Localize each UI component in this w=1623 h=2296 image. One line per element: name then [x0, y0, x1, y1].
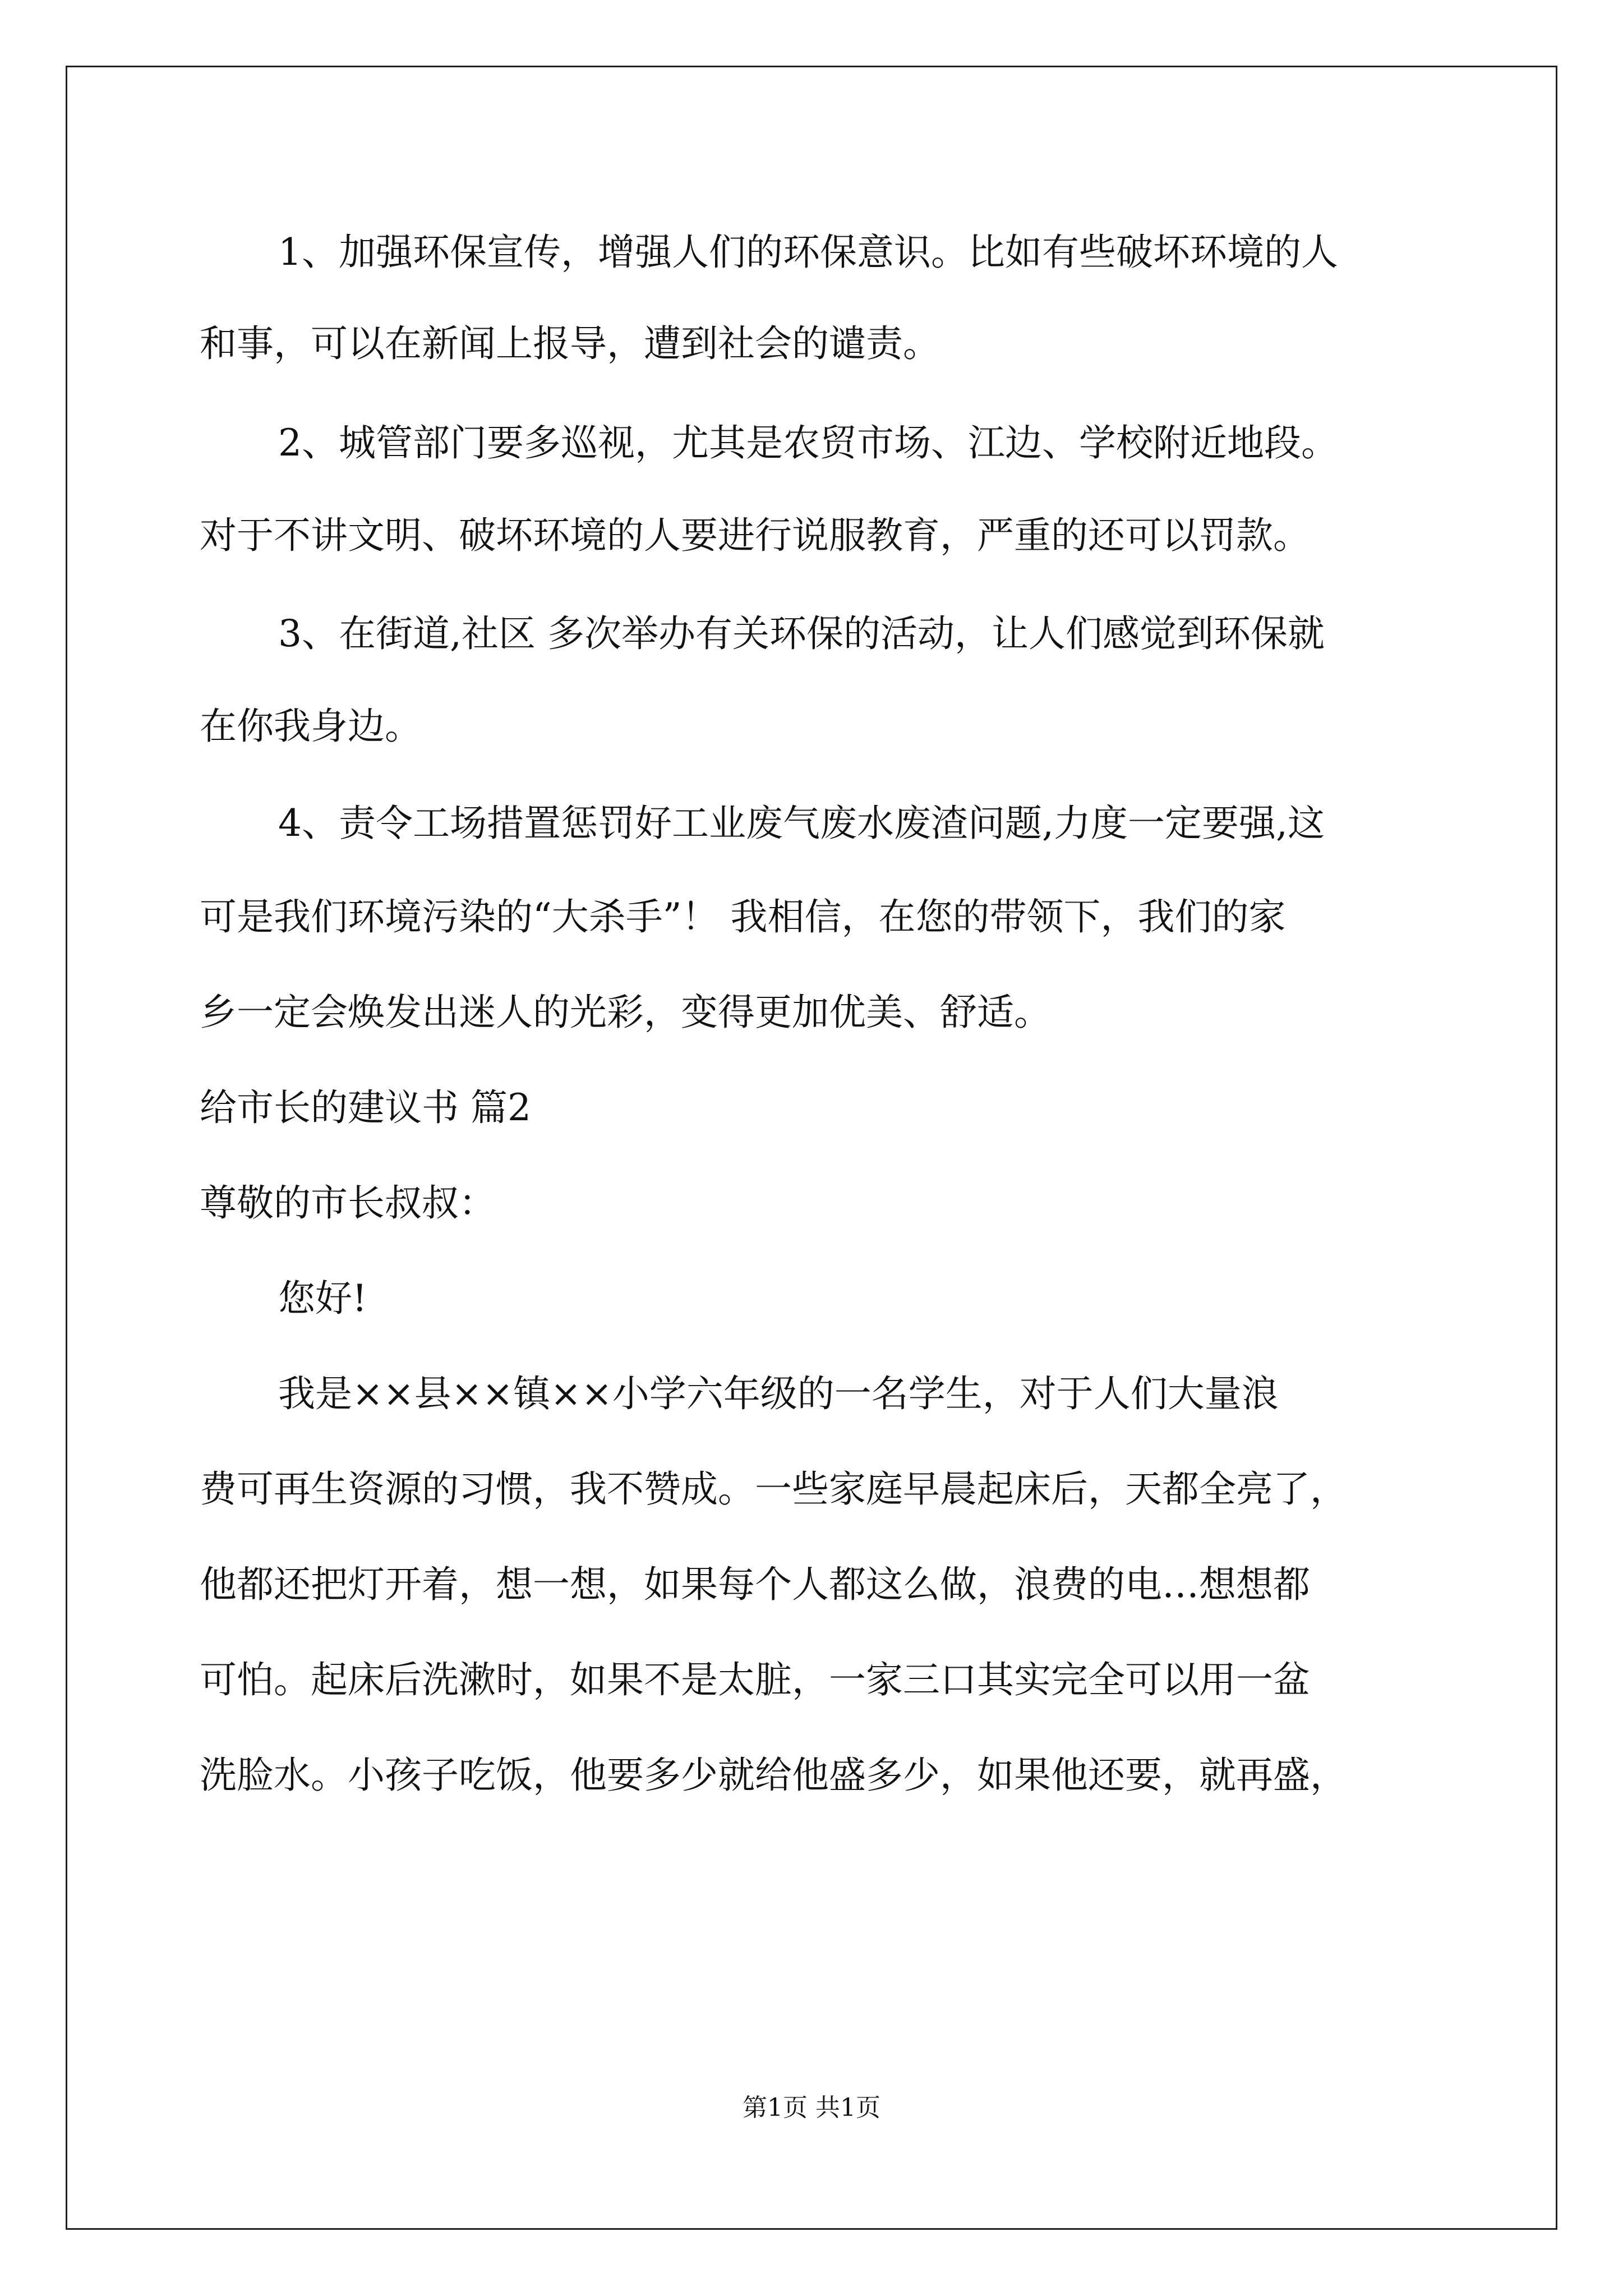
paragraph-4-line-3: 乡一定会焕发出迷人的光彩，变得更加优美、舒适。 [200, 991, 1051, 1034]
paragraph-5-line-3: 他都还把灯开着，想一想，如果每个人都这么做，浪费的电…想想都 [200, 1563, 1310, 1606]
paragraph-1-line-2: 和事，可以在新闻上报导，遭到社会的谴责。 [200, 322, 940, 365]
paragraph-4-line-2: 可是我们环境污染的“大杀手”！ 我相信，在您的带领下，我们的家 [200, 895, 1286, 938]
paragraph-5-line-1: 我是××县××镇××小学六年级的一名学生，对于人们大量浪 [278, 1372, 1279, 1415]
paragraph-3-line-2: 在你我身边。 [200, 705, 422, 748]
section-heading: 给市长的建议书 篇2 [200, 1086, 531, 1129]
paragraph-5-line-5: 洗脸水。小孩子吃饭，他要多少就给他盛多少，如果他还要，就再盛， [200, 1754, 1347, 1797]
salutation: 尊敬的市长叔叔： [200, 1181, 496, 1225]
paragraph-1-line-1: 1、加强环保宣传，增强人们的环保意识。比如有些破坏环境的人 [278, 231, 1338, 274]
paragraph-5-line-4: 可怕。起床后洗漱时，如果不是太脏，一家三口其实完全可以用一盆 [200, 1658, 1310, 1701]
paragraph-5-line-2: 费可再生资源的习惯，我不赞成。一些家庭早晨起床后，天都全亮了， [200, 1467, 1347, 1511]
paragraph-2-line-2: 对于不讲文明、破坏环境的人要进行说服教育，严重的还可以罚款。 [200, 514, 1310, 557]
page-border [66, 66, 1557, 2230]
paragraph-2-line-1: 2、城管部门要多巡视，尤其是农贸市场、江边、学校附近地段。 [278, 421, 1338, 464]
greeting: 您好! [278, 1277, 367, 1320]
paragraph-4-line-1: 4、责令工场措置惩罚好工业废气废水废渣问题,力度一定要强,这 [278, 802, 1325, 845]
paragraph-3-line-1: 3、在街道,社区 多次举办有关环保的活动，让人们感觉到环保就 [278, 612, 1325, 655]
page-number-footer: 第1页 共1页 [743, 2093, 880, 2122]
